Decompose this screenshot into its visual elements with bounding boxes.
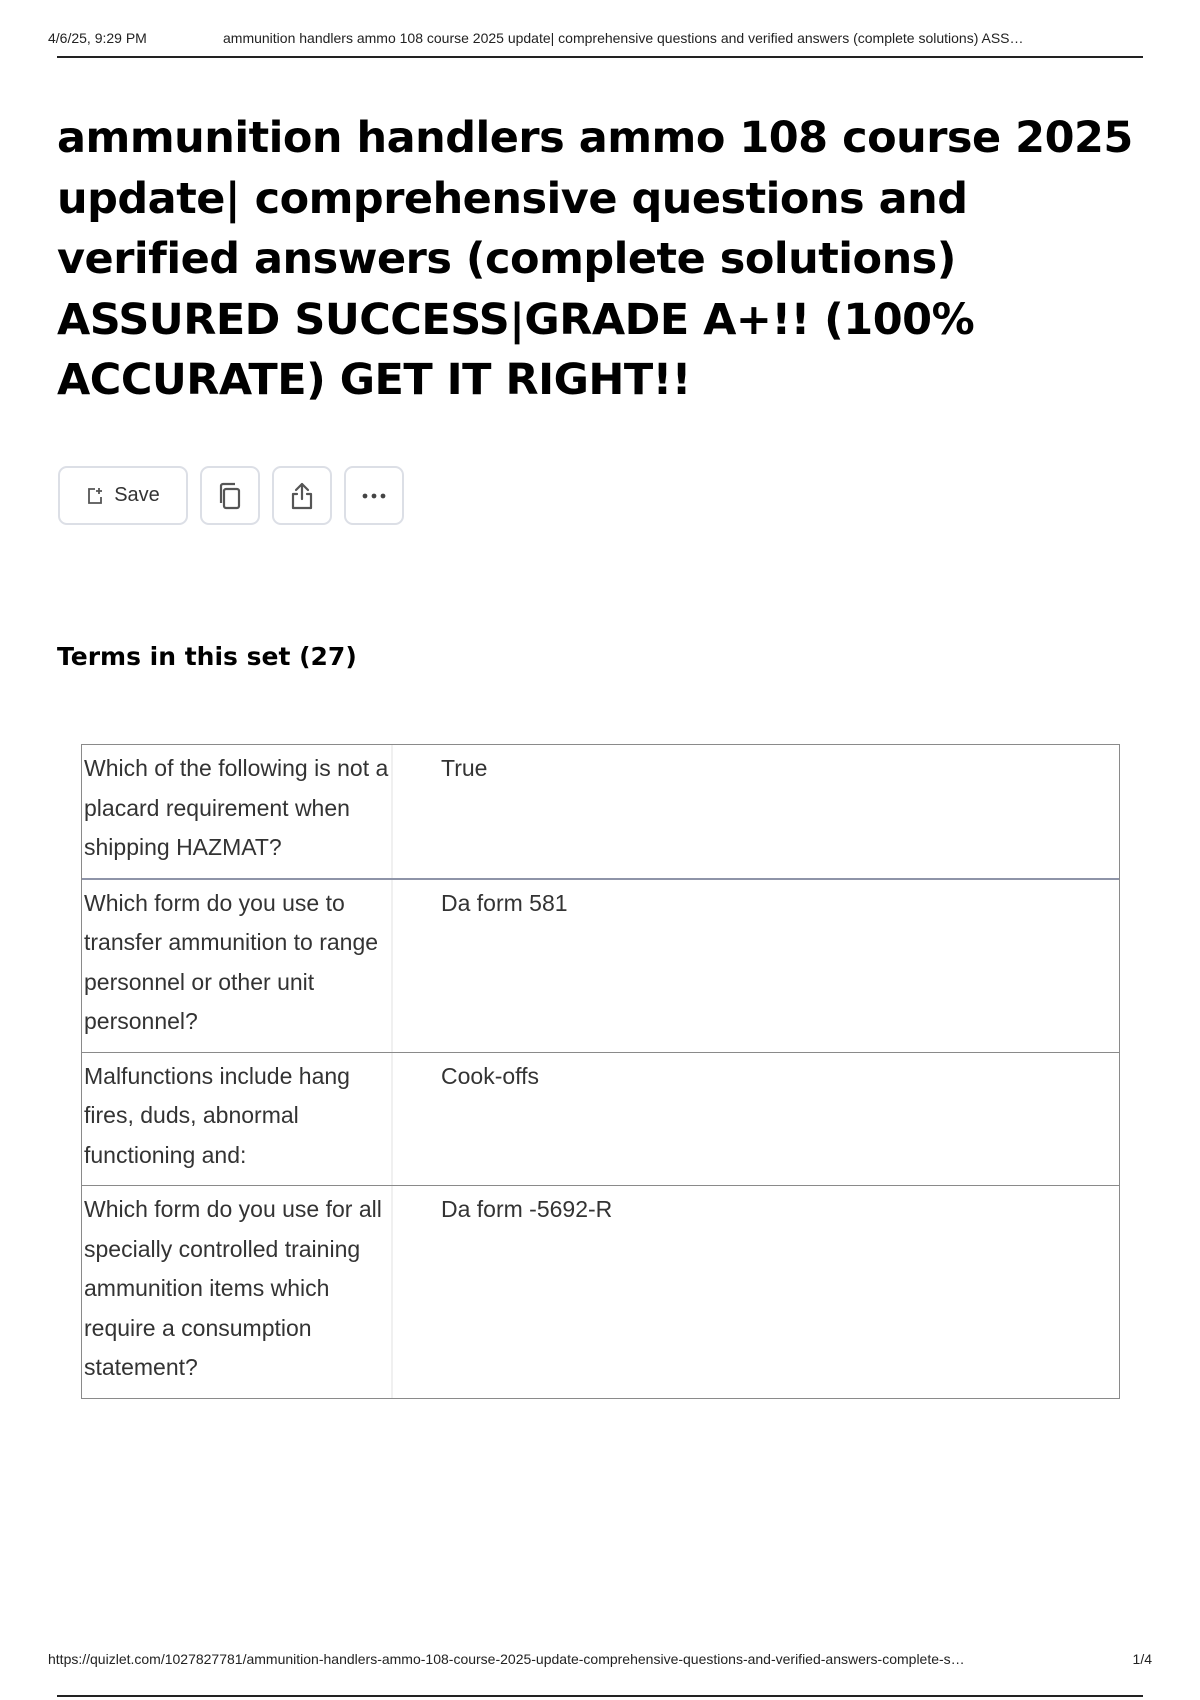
page-number: 1/4: [1132, 1651, 1152, 1667]
page-title: ammunition handlers ammo 108 course 2025 update| comprehensive questions and verified answers (complete solutions) ASSURED SUCCESS|GRADE A+!! (100% ACCURATE) GET IT RIGHT!!: [57, 113, 1133, 405]
definition-cell: Da form 581: [441, 889, 568, 916]
definition-cell: True: [441, 755, 488, 781]
more-icon: [360, 492, 388, 500]
terms-table: [81, 744, 1120, 1399]
term-cell: Which form do you use to transfer ammunition to range personnel or other unit personnel?: [82, 880, 393, 1052]
print-header-title: ammunition handlers ammo 108 course 2025 update| comprehensive questions and verified answers (complete solutions) ASS…: [223, 30, 1024, 46]
more-button[interactable]: [344, 466, 404, 525]
save-icon: [86, 487, 104, 505]
print-date: 4/6/25, 9:29 PM: [48, 30, 147, 46]
page-url: https://quizlet.com/1027827781/ammunition-handlers-ammo-108-course-2025-update-comprehensive-questions-and-verified-answers-complete-s…: [48, 1651, 965, 1667]
definition-cell: Cook-offs: [441, 1062, 540, 1089]
table-row: [82, 1052, 1119, 1186]
share-button[interactable]: [272, 466, 332, 525]
header-divider: [57, 56, 1143, 58]
term-cell: Which of the following is not a placard requirement when shipping HAZMAT?: [82, 745, 393, 878]
print-footer: [48, 1651, 1152, 1667]
print-header: [48, 30, 1144, 46]
table-row: [82, 878, 1119, 1052]
term-cell: Malfunctions include hang fires, duds, abnormal functioning and:: [82, 1053, 393, 1186]
save-button[interactable]: [58, 466, 188, 525]
footer-divider: [57, 1695, 1143, 1697]
copy-button[interactable]: [200, 466, 260, 525]
definition-cell: Da form -5692-R: [441, 1196, 613, 1222]
term-cell: Which form do you use for all specially controlled training ammunition items which require a consumption statement?: [82, 1186, 393, 1398]
share-icon: [288, 481, 316, 511]
action-bar: [58, 466, 404, 525]
table-row: [82, 1185, 1119, 1398]
table-row: [82, 745, 1119, 878]
copy-icon: [216, 481, 244, 511]
terms-heading: Terms in this set (27): [57, 642, 357, 671]
save-label: Save: [114, 484, 160, 506]
